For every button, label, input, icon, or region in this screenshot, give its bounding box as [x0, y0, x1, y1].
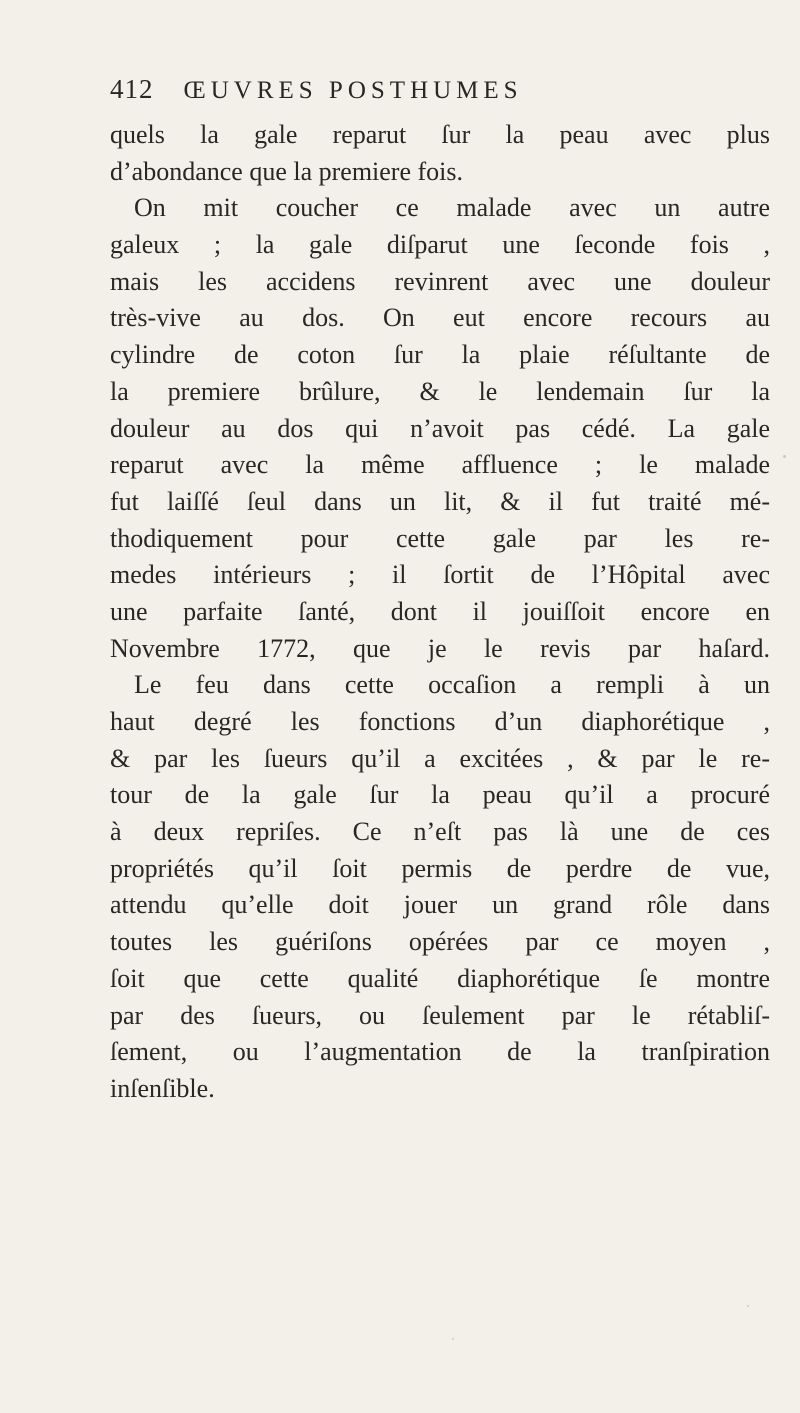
text-line: thodiquement pour cette gale par les re-: [110, 523, 770, 553]
text-line: medes intérieurs ; il ſortit de l’Hôpital avec: [110, 560, 770, 590]
text-line: ſement, ou l’augmentation de la tranſpiration: [110, 1037, 770, 1067]
page-number: 412: [110, 74, 154, 104]
paper-speck: [783, 455, 786, 458]
text-line: haut degré les fonctions d’un diaphorétique ,: [110, 707, 770, 736]
text-line: une parfaite ſanté, dont il jouiſſoit encore en: [110, 596, 770, 626]
text-line: reparut avec la même affluence ; le malade: [110, 450, 770, 480]
text-line: la premiere brûlure, & le lendemain ſur la: [110, 376, 770, 406]
text-line: très-vive au dos. On eut encore recours au: [110, 303, 770, 333]
text-line: tour de la gale ſur la peau qu’il a procuré: [110, 780, 770, 810]
text-line: quels la gale reparut ſur la peau avec plus: [110, 120, 770, 149]
text-line: toutes les guériſons opérées par ce moyen ,: [110, 927, 770, 957]
running-head-title: ŒUVRES POSTHUMES: [183, 77, 523, 104]
text-line: inſenſible.: [110, 1073, 215, 1103]
text-line: & par les ſueurs qu’il a excitées , & par le re-: [110, 743, 770, 773]
text-line: à deux repriſes. Ce n’eſt pas là une de ces: [110, 817, 770, 847]
running-head: [110, 74, 770, 114]
text-line: Le feu dans cette occaſion a rempli à un: [134, 670, 770, 700]
text-line: ſoit que cette qualité diaphorétique ſe montre: [110, 963, 770, 993]
text-line: Novembre 1772, que je le revis par haſard.: [110, 633, 770, 663]
text-line: d’abondance que la premiere fois.: [110, 156, 464, 186]
text-line: douleur au dos qui n’avoit pas cédé. La gale: [110, 413, 770, 443]
text-line: fut laiſſé ſeul dans un lit, & il fut traité mé-: [110, 486, 770, 516]
text-line: galeux ; la gale diſparut une ſeconde fois ,: [110, 230, 770, 260]
paper-speck: [747, 1305, 749, 1307]
text-line: On mit coucher ce malade avec un autre: [134, 193, 770, 223]
paper-speck: [452, 1338, 454, 1340]
body-text: [110, 117, 770, 1108]
text-line: propriétés qu’il ſoit permis de perdre de vue,: [110, 853, 770, 883]
text-line: attendu qu’elle doit jouer un grand rôle dans: [110, 890, 770, 920]
text-line: cylindre de coton ſur la plaie réſultante de: [110, 340, 770, 370]
text-line: mais les accidens revinrent avec une douleur: [110, 266, 770, 296]
text-line: par des ſueurs, ou ſeulement par le rétabliſ-: [110, 1000, 770, 1030]
